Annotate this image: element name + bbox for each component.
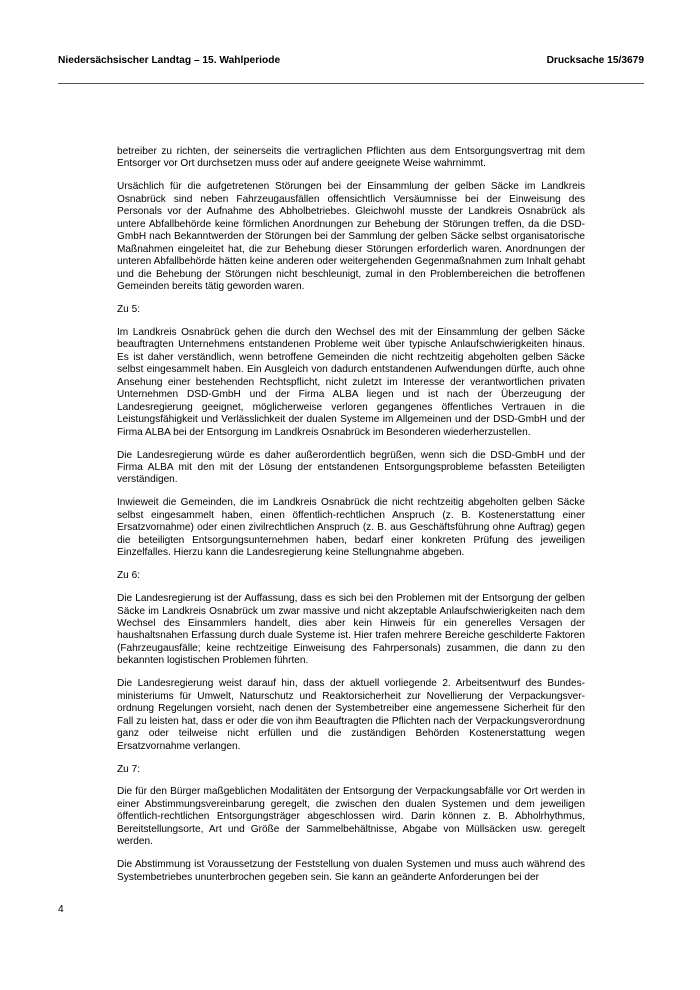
body-text [117, 146, 585, 895]
paragraph: Ursächlich für die aufgetretenen Störungen bei der Einsammlung der gelben Säcke im Landkreis Osnabrück sind neben Fahrzeugausfällen offensichtlich Versäumnisse bei der Einweisung des Personals vor der Aufnahme des Abholbetriebes. Gleichwohl musste der Landkreis Osnabrück als untere Abfallbehörde keine förmlichen Anordnungen zur Behebung der Störungen treffen, da die DSD-GmbH nach Bekanntwerden der Störungen bei der Sammlung der gelben Säcke selbst organisatorische Maßnahmen eingeleitet hat, die zur Behebung dieser Störungen erforderlich waren. Anordnungen der unteren Abfallbehörde hätten keine anderen oder weitergehenden Gegenmaßnahmen zum Inhalt gehabt und die Behebung der Störungen nicht beschleunigt, zumal in den Problembereichen die betroffenen Gemeinden bereits tätig geworden waren. [117, 181, 585, 293]
paragraph: Die Landesregierung weist darauf hin, dass der aktuell vorliegende 2. Arbeitsentwurf des Bundesministeriums für Umwelt, Naturschutz und Reaktorsicherheit zur Novellierung der Verpackungsverordnung Regelungen vorsieht, nach denen der Systembetreiber eine angemessene Sicherheit für den Fall zu leisten hat, dass er oder die von ihm Beauftragten die Pflichten nach der Verpackungsverordnung ganz oder teilweise nicht erfüllen und die zuständigen Behörden Kostenerstattung wegen Ersatzvornahme verlangen. [117, 678, 585, 752]
section-heading: Zu 5: [117, 303, 141, 315]
page-header [58, 55, 644, 69]
paragraph: Die Landesregierung ist der Auffassung, dass es sich bei den Problemen mit der Entsorgung der gelben Säcke im Landkreis Osnabrück um zwar massive und nicht akzeptable Anlaufschwierigkeiten nach dem Wechsel des Einsammlers handelt, dies aber kein Hinweis für ein generelles Versagen der haushaltsnahen Erfassung durch duale Systeme ist. Hier trafen mehrere Bereiche geschilderte Faktoren (Fahrzeugausfälle; keine rechtzeitige Einweisung des Fahrpersonals) zusammen, die dann zu den bekannten logistischen Problemen führten. [117, 593, 585, 667]
paragraph: betreiber zu richten, der seinerseits die vertraglichen Pflichten aus dem Entsorgungsvertrag mit dem Entsorger vor Ort durchsetzen muss oder auf andere geeignete Weise wahrnimmt. [117, 146, 585, 170]
paragraph: Die Abstimmung ist Voraussetzung der Feststellung von dualen Systemen und muss auch während des Systembetriebes ununterbrochen gegeben sein. Sie kann an geänderte Anforderungen bei der [117, 859, 585, 883]
section-heading: Zu 7: [117, 763, 141, 775]
header-document-number: Drucksache 15/3679 [546, 55, 644, 66]
page-number: 4 [58, 904, 64, 915]
header-parliament-title: Niedersächsischer Landtag – 15. Wahlperiode [58, 55, 281, 66]
paragraph: Die für den Bürger maßgeblichen Modalitäten der Entsorgung der Verpackungsabfälle vor Ort werden in einer Abstimmungsvereinbarung geregelt, die zwischen den dualen Systemen und dem jeweiligen öffentlich-rechtlichen Entsorgungsträger abgeschlossen wird. Darin können z. B. Abholrhythmus, Bereitstellungsorte, Art und Größe der Sammelbehältnisse, Abgabe von Müllsäcken usw. geregelt werden. [117, 786, 585, 848]
header-divider [58, 83, 644, 84]
paragraph: Inwieweit die Gemeinden, die im Landkreis Osnabrück die nicht rechtzeitig abgeholten gelben Säcke selbst eingesammelt haben, einen öffentlich-rechtlichen Anspruch (z. B. Kostenerstattung einer Ersatzvornahme) oder einen zivilrechtlichen Anspruch (z. B. aus Geschäftsführung ohne Auftrag) gegen die beteiligten Entsorgungsunternehmen haben, bedarf einer konkreten Prüfung des jeweiligen Einzelfalles. Hierzu kann die Landesregierung keine Stellungnahme abgeben. [117, 497, 585, 559]
paragraph: Im Landkreis Osnabrück gehen die durch den Wechsel des mit der Einsammlung der gelben Säcke beauftragten Unternehmens entstandenen Probleme weit über typische Anlaufschwierigkeiten hinaus. Es ist daher verständlich, wenn betroffene Gemeinden die nicht rechtzeitig abgeholten gelben Säcke selbst eingesammelt haben. Ein Ausgleich von dadurch entstandenen Aufwendungen dürfte, auch ohne Ansehung einer bestehenden Rechtspflicht, nicht zuletzt im Interesse der verantwortlichen privaten Unternehmen DSD-GmbH und der Firma ALBA liegen und ist nach der Überzeugung der Landesregierung geeignet, möglicherweise verloren gegangenes öffentliches Vertrauen in die Leistungsfähigkeit und Verlässlichkeit der dualen Systeme im Allgemeinen und der DSD-GmbH und der Firma ALBA bei der Entsorgung im Landkreis Osnabrück im Besonderen wiederherzustellen. [117, 326, 585, 438]
section-heading: Zu 6: [117, 570, 141, 582]
paragraph: Die Landesregierung würde es daher außerordentlich begrüßen, wenn sich die DSD-GmbH und der Firma ALBA mit den mit der Lösung der entstandenen Entsorgungsprobleme befassten Beteiligten verständigen. [117, 449, 585, 486]
